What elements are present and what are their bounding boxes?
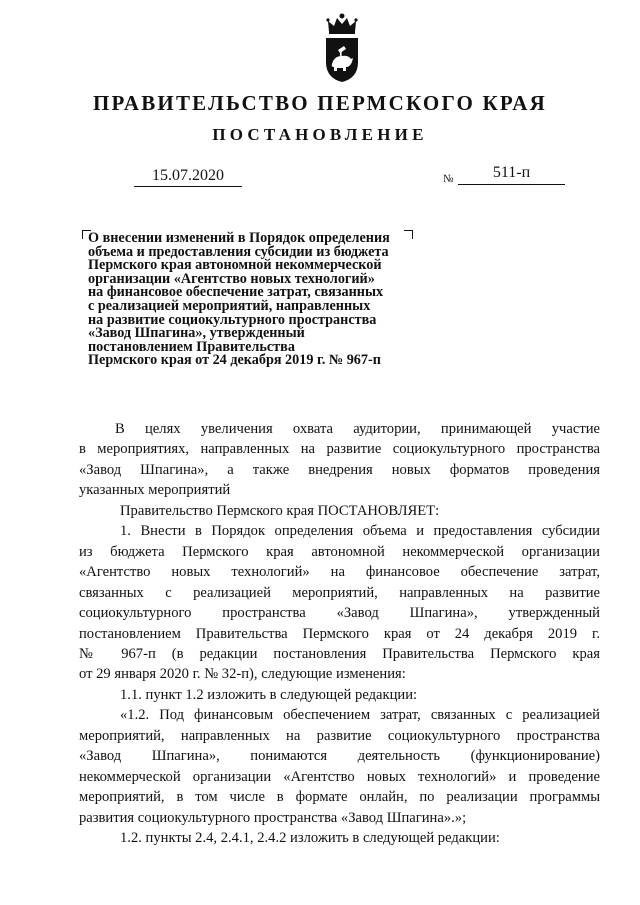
number-sign: № (443, 173, 454, 185)
body-line: «1.2. Под финансовым обеспечением затрат, связанных с реализацией (120, 707, 600, 724)
body-line: от 29 января 2020 г. № 32-п), следующие изменения: (79, 666, 406, 683)
title-line: Пермского края автономной некоммерческой (88, 257, 382, 274)
body-line: 1.2. пункты 2.4, 2.4.1, 2.4.2 изложить в следующей редакции: (120, 830, 500, 847)
title-line: объема и предоставления субсидии из бюджета (88, 243, 389, 260)
body-line: № 967-п (в редакции постановления Правительства Пермского края (79, 645, 600, 662)
date-underline (134, 186, 242, 187)
body-line: постановлением Правительства Пермского края от 24 декабря 2019 г. (79, 625, 600, 642)
title-line: с реализацией мероприятий, направленных (88, 297, 371, 314)
body-line: развития социокультурного пространства «Завод Шпагина».»; (79, 809, 467, 826)
body-line: 1. Внести в Порядок определения объема и предоставления субсидии (120, 523, 600, 540)
title-line: Пермского края от 24 декабря 2019 г. № 967-п (88, 352, 381, 369)
body-line: «Агентство новых технологий» на финансовое обеспечение затрат, (79, 564, 600, 581)
body-line: 1.1. пункт 1.2 изложить в следующей редакции: (120, 686, 418, 703)
body-line: «Завод Шпагина», понимаются деятельность (функционирование) (79, 748, 600, 765)
body-line: Правительство Пермского края ПОСТАНОВЛЯЕТ: (120, 502, 440, 519)
body-line: мероприятий, направленных на развитие социокультурного пространства (79, 727, 600, 744)
government-name: ПРАВИТЕЛЬСТВО ПЕРМСКОГО КРАЯ (92, 91, 547, 115)
title-line: на развитие социокультурного пространства (88, 311, 377, 328)
body-line: связанных с реализацией мероприятий, направленных на развитие (79, 584, 600, 601)
decree-number: 511-п (492, 164, 531, 181)
body-line: из бюджета Пермского края автономной некоммерческой организации (79, 543, 600, 560)
body-line: В целях увеличения охвата аудитории, принимающей участие (115, 421, 600, 437)
title-line: «Завод Шпагина», утвержденный (88, 325, 305, 342)
title-line: постановлением Правительства (88, 338, 295, 355)
body-line: мероприятий, в том числе в формате онлайн, по реализации программы (79, 789, 600, 806)
title-line: на финансовое обеспечение затрат, связанных (88, 284, 384, 301)
body-line: в мероприятиях, направленных на развитие социокультурного пространства (79, 441, 600, 458)
decree-date: 15.07.2020 (152, 167, 224, 184)
body-line: указанных мероприятий (79, 482, 231, 499)
body-line: социокультурного пространства «Завод Шпагина», утвержденный (79, 605, 600, 622)
body-line: «Завод Шпагина», а также внедрения новых форматов проведения (79, 461, 600, 478)
body-line: некоммерческой организации «Агентство новых технологий» и проведение (79, 768, 600, 785)
decree-body (79, 419, 600, 849)
number-underline (458, 184, 565, 185)
document-type: ПОСТАНОВЛЕНИЕ (212, 125, 428, 144)
decree-title (88, 232, 428, 368)
coat-of-arms-icon (322, 12, 362, 84)
title-line: организации «Агентство новых технологий» (88, 270, 375, 287)
title-line: О внесении изменений в Порядок определения (88, 230, 390, 246)
